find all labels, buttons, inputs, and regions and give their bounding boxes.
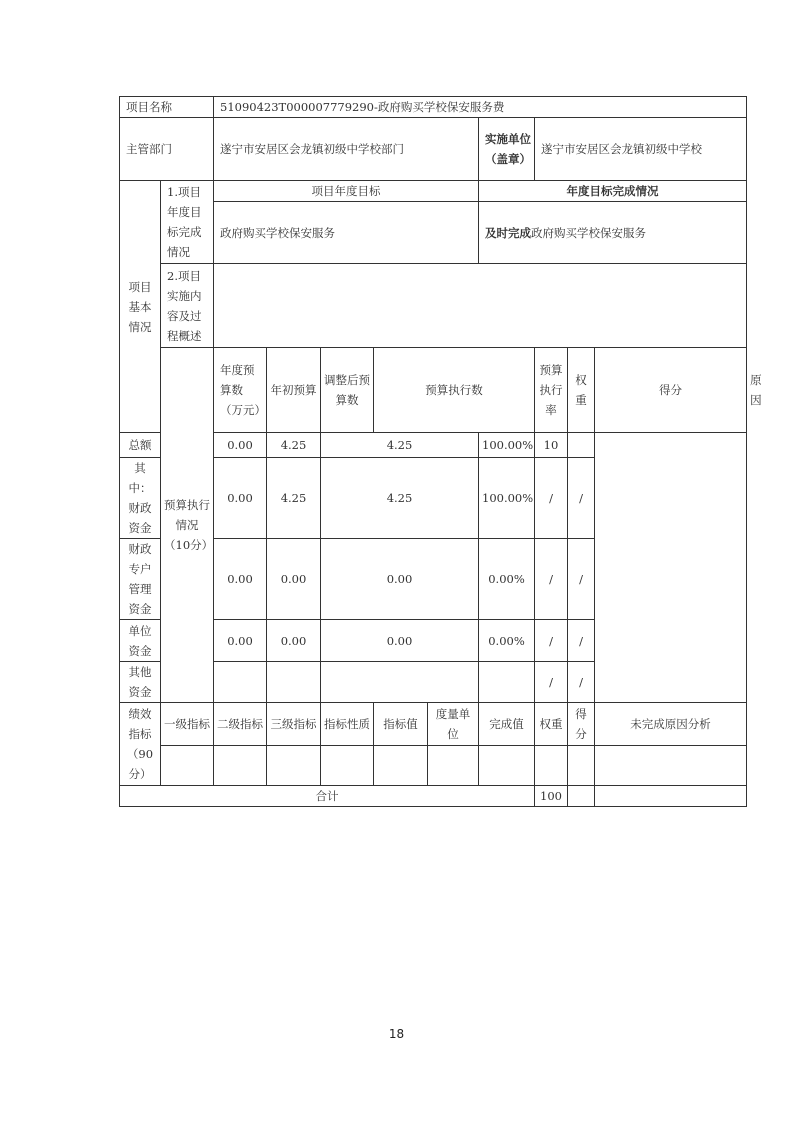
- perf-head-weight: 权重: [535, 703, 568, 746]
- budget-row-label: 其他资金: [120, 662, 161, 703]
- budget-row-initial: 0.00: [214, 620, 267, 662]
- total-label: 合计: [120, 786, 535, 807]
- total-reason: [595, 786, 747, 807]
- goal-value: 政府购买学校保安服务: [214, 202, 479, 264]
- budget-row-total: [120, 433, 747, 458]
- performance-section-label: 绩效指标（90分）: [120, 703, 161, 786]
- impl-unit-value: 遂宁市安居区会龙镇初级中学校: [535, 118, 747, 181]
- goal-header-row: [120, 181, 747, 202]
- budget-row-executed: 0.00: [321, 620, 479, 662]
- perf-head-unit: 度量单位: [428, 703, 479, 746]
- budget-section-label: 预算执行情况（10分）: [161, 348, 214, 703]
- budget-row-weight: /: [535, 662, 568, 703]
- perf-cell: [374, 746, 428, 786]
- total-weight: 100: [535, 786, 568, 807]
- budget-score-head: 得分: [595, 348, 747, 433]
- total-score: [568, 786, 595, 807]
- budget-row-initial: [214, 662, 267, 703]
- impl-unit-label: 实施单位（盖章）: [479, 118, 535, 181]
- budget-row-adjusted: 4.25: [267, 433, 321, 458]
- budget-row-adjusted: 0.00: [267, 539, 321, 620]
- dept-label: 主管部门: [120, 118, 214, 181]
- budget-header-row: 预算执行情况（10分） 年度预算数（万元） 年初预算 调整后预算数 预算执行数 预算执行率 权重 得分 原因: [120, 348, 747, 433]
- project-name-value: 51090423T000007779290-政府购买学校保安服务费: [214, 97, 747, 118]
- budget-row-weight: /: [535, 458, 568, 539]
- total-row: [120, 786, 747, 807]
- dept-value: 遂宁市安居区会龙镇初级中学校部门: [214, 118, 479, 181]
- perf-head-completed: 完成值: [479, 703, 535, 746]
- completion-prefix: 及时完成: [485, 225, 531, 240]
- budget-reason-value: [595, 433, 747, 703]
- budget-row-executed: 4.25: [321, 433, 479, 458]
- budget-initial-head: 年初预算: [267, 348, 321, 433]
- budget-row-initial: 0.00: [214, 539, 267, 620]
- perf-head-level1: 一级指标: [161, 703, 214, 746]
- budget-annual-head: 年度预算数（万元）: [214, 348, 267, 433]
- perf-cell: [595, 746, 747, 786]
- budget-row-score: /: [568, 620, 595, 662]
- process-value: [214, 264, 747, 348]
- perf-cell: [479, 746, 535, 786]
- budget-row-score: /: [568, 539, 595, 620]
- perf-cell: [214, 746, 267, 786]
- budget-rate-head: 预算执行率: [535, 348, 568, 433]
- perf-cell: [428, 746, 479, 786]
- perf-cell: [321, 746, 374, 786]
- budget-row-initial: 0.00: [214, 433, 267, 458]
- budget-row-adjusted: 0.00: [267, 620, 321, 662]
- process-label: 2.项目实施内容及过程概述: [161, 264, 214, 348]
- perf-cell: [267, 746, 321, 786]
- project-name-label: 项目名称: [120, 97, 214, 118]
- budget-row-rate: 100.00%: [479, 433, 535, 458]
- goal-col-head: 项目年度目标: [214, 181, 479, 202]
- completion-col-head: 年度目标完成情况: [479, 181, 747, 202]
- department-row: [120, 118, 747, 181]
- budget-row-executed: 0.00: [321, 539, 479, 620]
- budget-row-rate: 0.00%: [479, 620, 535, 662]
- budget-row-label: 其中：财政资金: [120, 458, 161, 539]
- page-number: 18: [388, 1027, 405, 1041]
- perf-head-level2: 二级指标: [214, 703, 267, 746]
- budget-row-weight: 10: [535, 433, 568, 458]
- budget-row-weight: /: [535, 539, 568, 620]
- perf-cell: [568, 746, 595, 786]
- budget-row-weight: /: [535, 620, 568, 662]
- perf-head-nature: 指标性质: [321, 703, 374, 746]
- budget-row-label: 单位资金: [120, 620, 161, 662]
- process-row: [120, 264, 747, 348]
- budget-row-adjusted: 4.25: [267, 458, 321, 539]
- budget-row-initial: 0.00: [214, 458, 267, 539]
- perf-head-score: 得分: [568, 703, 595, 746]
- budget-row-rate: 100.00%: [479, 458, 535, 539]
- budget-row-executed: [321, 662, 479, 703]
- project-name-row: [120, 97, 747, 118]
- budget-row-score: /: [568, 458, 595, 539]
- budget-row-rate: [479, 662, 535, 703]
- budget-adjusted-head: 调整后预算数: [321, 348, 374, 433]
- goal-label: 1.项目年度目标完成情况: [161, 181, 214, 264]
- budget-row-rate: 0.00%: [479, 539, 535, 620]
- perf-cell: [161, 746, 214, 786]
- budget-row-executed: 4.25: [321, 458, 479, 539]
- performance-header-row: [120, 703, 747, 746]
- budget-weight-head: 权重: [568, 348, 595, 433]
- performance-form-table: [119, 96, 762, 807]
- budget-row-score: [568, 433, 595, 458]
- budget-row-label: 总额: [120, 433, 161, 458]
- perf-head-reason: 未完成原因分析: [595, 703, 747, 746]
- budget-row-score: /: [568, 662, 595, 703]
- goal-value-row: [120, 202, 747, 264]
- budget-row-label: 财政专户管理资金: [120, 539, 161, 620]
- completion-rest: 政府购买学校保安服务: [531, 225, 646, 240]
- completion-value: [479, 202, 747, 264]
- perf-head-value: 指标值: [374, 703, 428, 746]
- budget-row-adjusted: [267, 662, 321, 703]
- budget-executed-head: 预算执行数: [374, 348, 535, 433]
- performance-empty-row: [120, 746, 747, 786]
- basic-section-label: 项目基本情况: [120, 181, 161, 433]
- perf-head-level3: 三级指标: [267, 703, 321, 746]
- perf-cell: [535, 746, 568, 786]
